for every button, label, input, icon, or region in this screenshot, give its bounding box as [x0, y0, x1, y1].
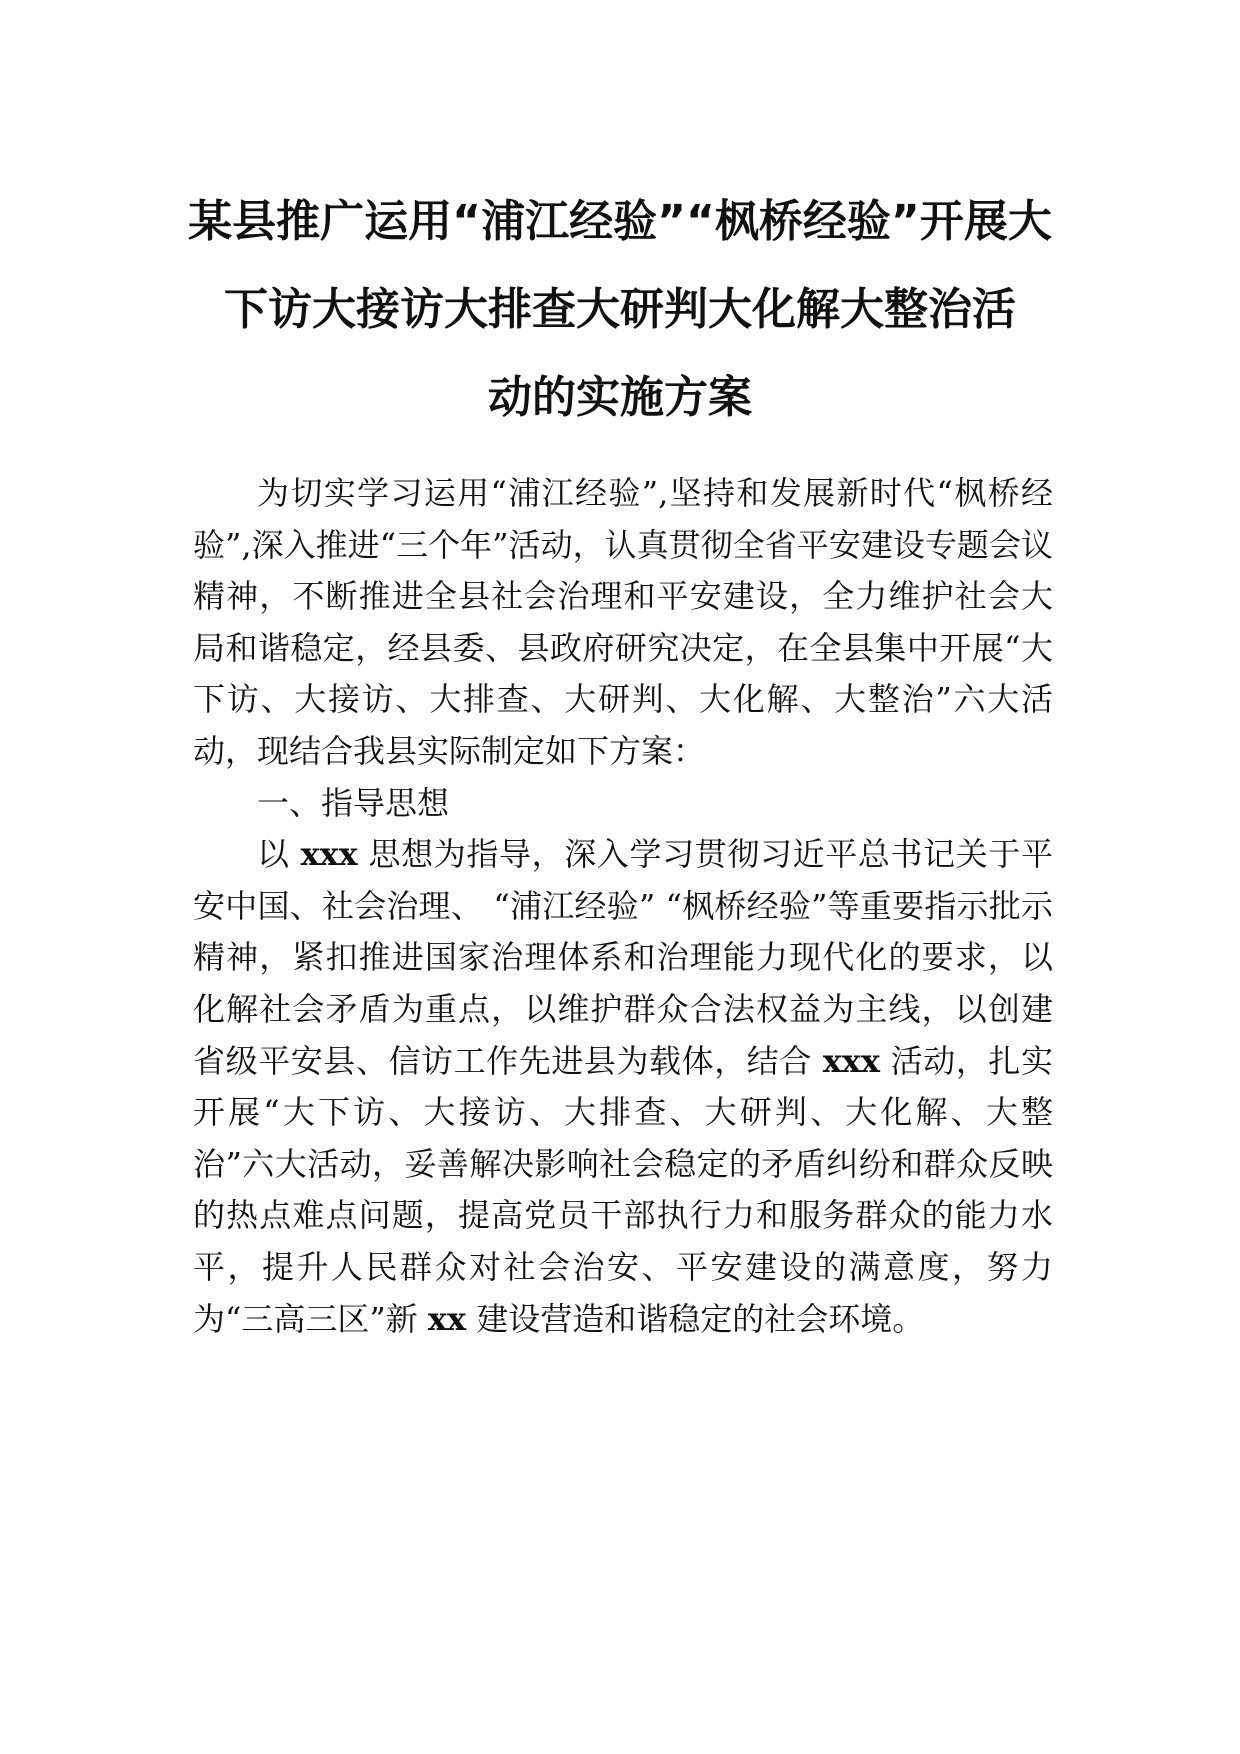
placeholder-token: xx — [427, 1299, 467, 1338]
paragraph-text-segment: 建设营造和谐稳定的社会环境。 — [466, 1299, 925, 1338]
intro-paragraph: 为切实学习运用“浦江经验”,坚持和发展新时代“枫桥经验”,深入推进“三个年”活动，认真贯彻全省平安建设专题会议精神，不断推进全县社会治理和平安建设，全力维护社会大局和谐稳定，经县委、县政府研究决定，在全县集中开展“大下访、大接访、大排查、大研判、大化解、大整治”六大活动，现结合我县实际制定如下方案： — [193, 474, 1053, 770]
section-heading-guiding-ideology: 一、指导思想 — [257, 783, 450, 822]
paragraph-text-segment: 活动，扎实开展“大下访、大接访、大排查、大研判、大化解、大整治”六大活动，妥善解决影响社会稳定的矛盾纠纷和群众反映的热点难点问题，提高党员干部执行力和服务群众的能力水平，提升人民群众对社会治安、平安建设的满意度，努力为“三高三区”新 — [193, 1041, 1053, 1338]
document-body — [193, 468, 1053, 1345]
guiding-ideology-paragraph — [193, 829, 1053, 1345]
title-line-3: 动的实施方案 — [488, 372, 752, 423]
title-line-2: 下访大接访大排查大研判大化解大整治活 — [224, 284, 1016, 335]
paragraph-text-segment: 思想为指导，深入学习贯彻习近平总书记关于平安中国、社会治理、 “浦江经验” “枫桥经验”等重要指示批示精神，紧扣推进国家治理体系和治理能力现代化的要求，以化解社会矛盾为重点，以维护群众合法权益为主线，以创建省级平安县、信访工作先进县为载体，结合 — [193, 835, 1053, 1080]
document-title — [170, 178, 1070, 442]
placeholder-token: xxx — [300, 835, 358, 874]
paragraph-text-segment: 以 — [257, 835, 301, 874]
placeholder-token: xxx — [822, 1041, 880, 1080]
title-line-1: 某县推广运用“浦江经验”“枫桥经验”开展大 — [188, 196, 1052, 247]
